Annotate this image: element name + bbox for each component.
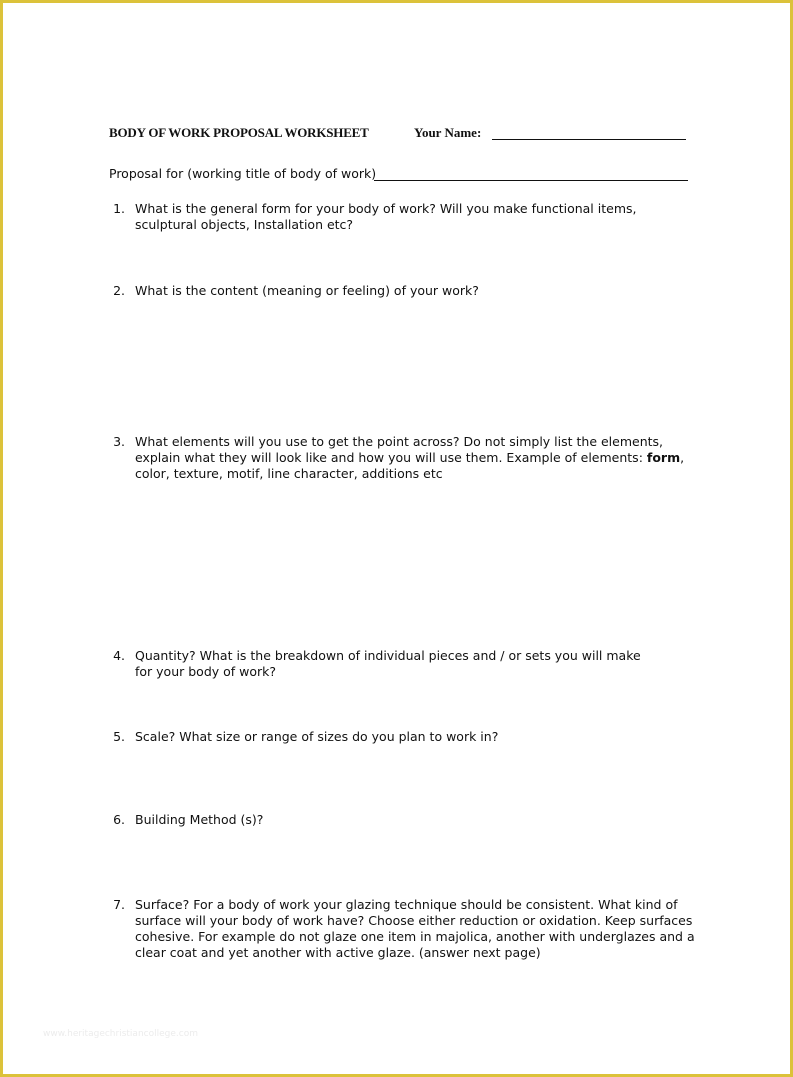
question-number: 2. xyxy=(113,283,125,298)
question-6 xyxy=(109,812,709,828)
your-name-field[interactable] xyxy=(492,139,686,140)
question-text: Surface? For a body of work your glazing technique should be consistent. What kind of surface will your body of work have? Choose either reduction or oxidation. Keep surfaces cohesive. For example do not glaze one item in majolica, another with underglazes and a clear coat and yet another with active glaze. (answer next page) xyxy=(135,897,695,960)
question-1 xyxy=(109,201,709,233)
page-title: BODY OF WORK PROPOSAL WORKSHEET xyxy=(109,125,369,140)
question-text: Building Method (s)? xyxy=(135,812,264,827)
question-text: What is the content (meaning or feeling) of your work? xyxy=(135,283,479,298)
question-text-part: What elements will you use to get the point across? Do not simply list the elements, explain what they will look like and how you will use them. Example of elements: xyxy=(135,434,664,465)
question-2 xyxy=(109,283,709,299)
question-text: Scale? What size or range of sizes do you plan to work in? xyxy=(135,729,499,744)
question-3 xyxy=(109,434,709,482)
question-4 xyxy=(109,648,709,680)
question-number: 6. xyxy=(113,812,125,827)
question-number: 5. xyxy=(113,729,125,744)
question-number: 7. xyxy=(113,897,125,912)
question-text: Quantity? What is the breakdown of individual pieces and / or sets you will make for your body of work? xyxy=(135,648,641,679)
proposal-title-field[interactable] xyxy=(374,180,688,181)
question-text xyxy=(135,434,695,482)
question-text-bold: form xyxy=(646,450,681,465)
question-number: 4. xyxy=(113,648,125,663)
question-number: 3. xyxy=(113,434,125,449)
question-text-part: , color, texture, motif, line character, additions etc xyxy=(135,450,685,481)
your-name-label: Your Name: xyxy=(414,125,482,140)
proposal-label: Proposal for (working title of body of work) xyxy=(109,166,377,181)
question-number: 1. xyxy=(113,201,125,216)
watermark: www.heritagechristiancollege.com xyxy=(43,1029,198,1039)
question-text: What is the general form for your body of work? Will you make functional items, sculptural objects, Installation etc? xyxy=(135,201,637,232)
question-7 xyxy=(109,897,709,961)
question-5 xyxy=(109,729,709,745)
